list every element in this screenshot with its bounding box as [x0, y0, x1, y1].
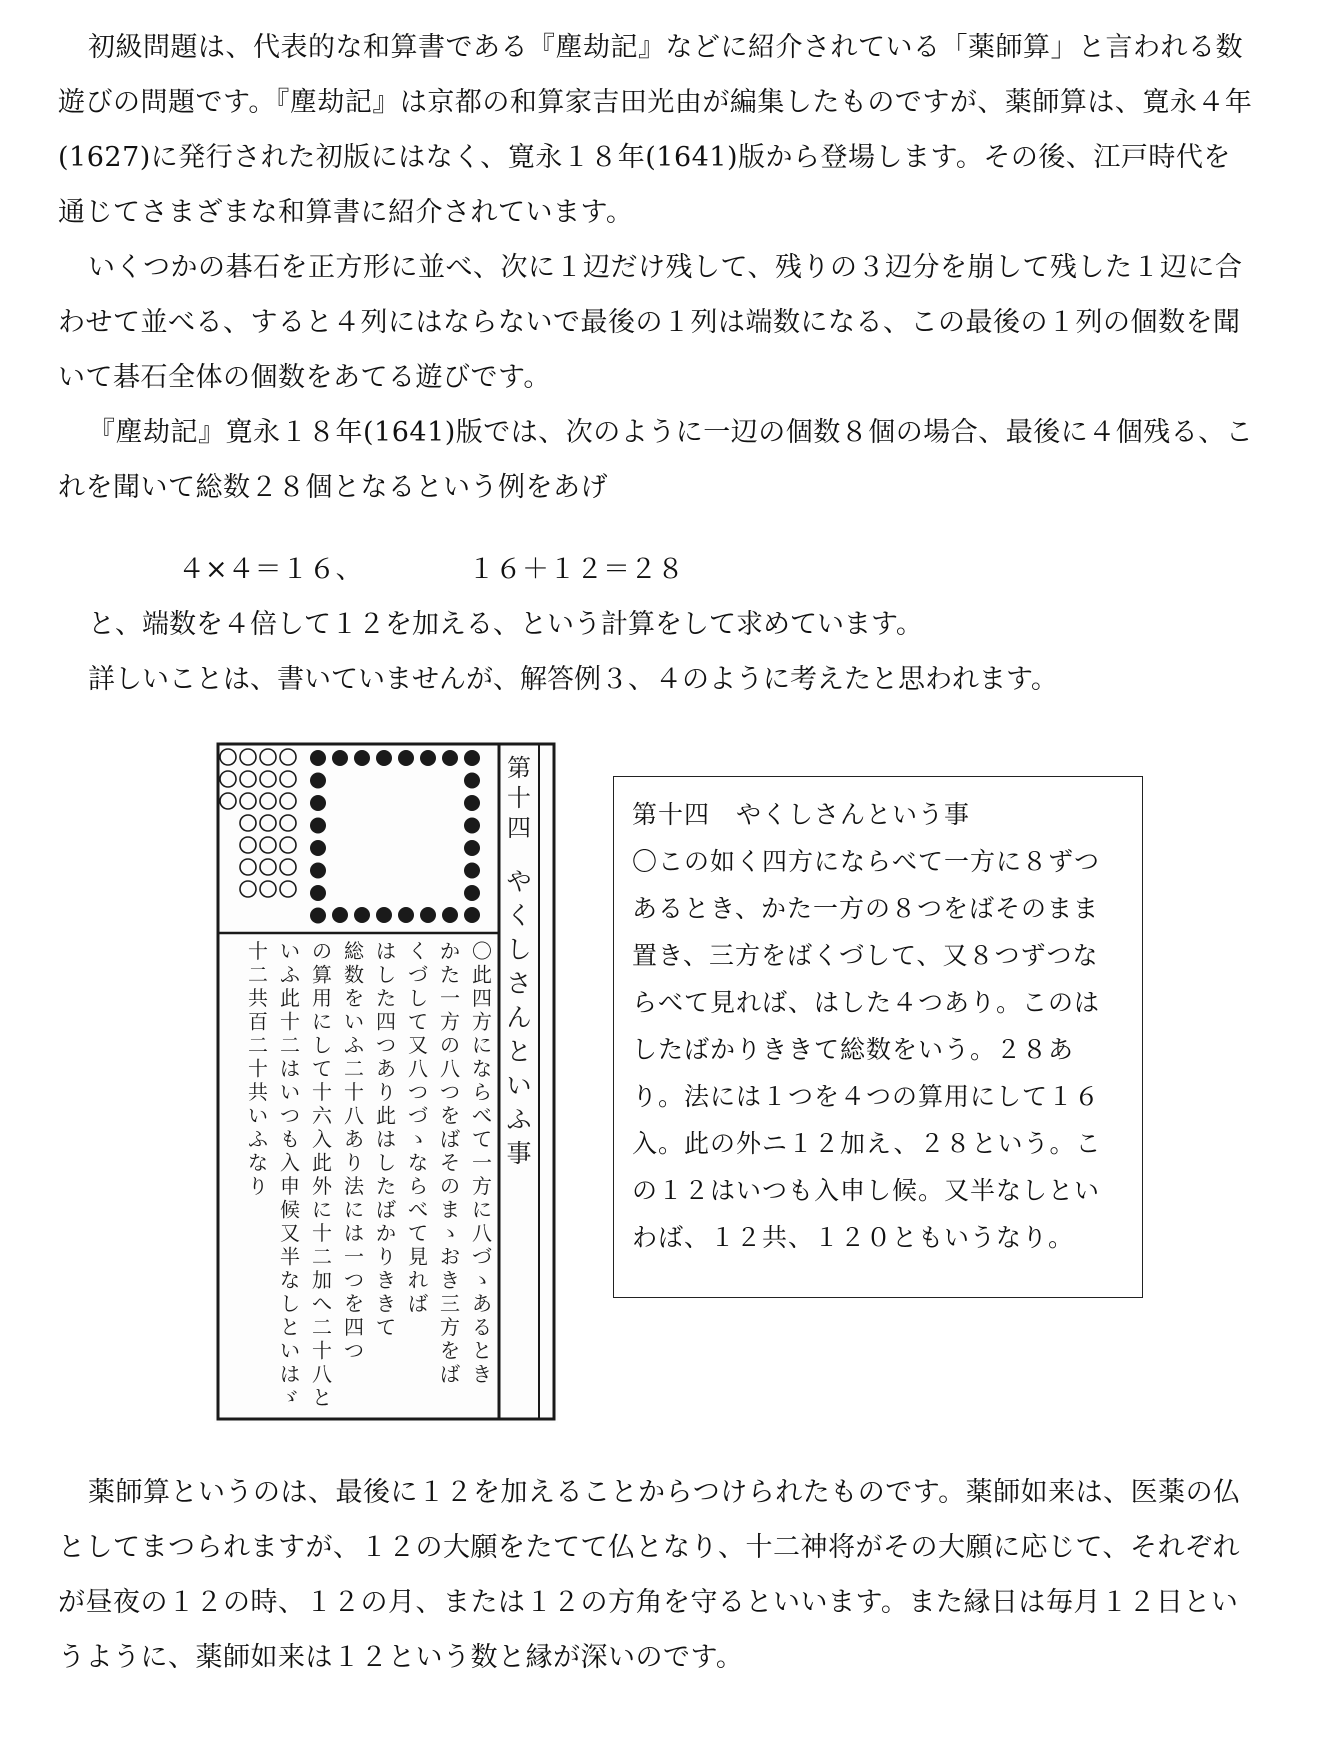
- example-paragraph: [58, 405, 1258, 515]
- filled-stone: [376, 750, 392, 766]
- filled-stone: [442, 907, 458, 923]
- filled-stone: [442, 750, 458, 766]
- scan-heading-column: やくしさんといふ事: [506, 867, 532, 1168]
- filled-stone: [310, 840, 326, 856]
- filled-stone: [354, 907, 370, 923]
- example-text: 『塵劫記』寛永１８年(1641)版では、次のように一辺の個数８個の場合、最後に４個残る、これを聞いて総数２８個となるという例をあげ: [58, 417, 1254, 503]
- filled-stone: [398, 750, 414, 766]
- filled-stone: [310, 863, 326, 879]
- scan-drawing: [214, 740, 558, 1423]
- filled-stone: [420, 907, 436, 923]
- reasoning-note: 詳しいことは、書いていませんが、解答例３、４のように考えたと思われます。: [88, 664, 1058, 695]
- filled-stone: [310, 795, 326, 811]
- intro-text: 初級問題は、代表的な和算書である『塵劫記』などに紹介されている「薬師算」と言われる数遊びの問題です。『塵劫記』は京都の和算家吉田光由が編集したものですが、薬師算は、寛永４年(1627)に発行された初版にはなく、寛永１８年(1641)版から登場します。その後、江戸時代を通じてさまざまな和算書に紹介されています。: [58, 32, 1253, 228]
- scan-text-column: 〇此四方にならべて一方に八づゝあるとき: [472, 939, 492, 1386]
- filled-stone: [310, 885, 326, 901]
- translation-body: 〇この如く四方にならべて一方に８ずつあるとき、かた一方の８つをばそのまま置き、三方をばくづして、又８つずつならべて見れば、はした４つあり。このはしたばかりききて総数をいう。２８あり。法には１つを４つの算用にして１６入。此の外ニ１２加え、２８という。この１２はいつも入申し候。又半なしといわば、１２共、１２０ともいうなり。: [632, 847, 1102, 1252]
- filled-stone: [310, 818, 326, 834]
- filled-stone: [464, 750, 480, 766]
- filled-stone: [464, 773, 480, 789]
- filled-stone: [398, 907, 414, 923]
- filled-stone: [376, 907, 392, 923]
- scan-text-column: かた一方の八つをばそのまゝおき三方をば: [440, 939, 460, 1386]
- calculation-explanation: と、端数を４倍して１２を加える、という計算をして求めています。: [88, 609, 923, 640]
- translation-title: 第十四 やくしさんという事: [632, 800, 971, 829]
- filled-stone: [464, 818, 480, 834]
- filled-stone: [464, 907, 480, 923]
- filled-stone: [310, 908, 326, 924]
- filled-stone: [310, 750, 326, 766]
- scan-title-column: 第十四: [507, 754, 531, 842]
- game-description-text: いくつかの碁石を正方形に並べ、次に１辺だけ残して、残りの３辺分を崩して残した１辺に合わせて並べる、すると４列にはならないで最後の１列は端数になる、この最後の１列の個数を聞いて碁石全体の個数をあてる遊びです。: [58, 252, 1243, 393]
- filled-stone: [464, 885, 480, 901]
- yakushi-origin-paragraph: [58, 1465, 1258, 1685]
- formula-multiply: ４×４＝１６、: [178, 554, 363, 585]
- yakushi-origin-text: 薬師算というのは、最後に１２を加えることからつけられたものです。薬師如来は、医薬の仏としてまつられますが、１２の大願をたてて仏となり、十二神将がその大願に応じて、それぞれが昼夜の１２の時、１２の月、または１２の方角を守るといいます。また縁日は毎月１２日というように、薬師如来は１２という数と縁が深いのです。: [58, 1477, 1241, 1673]
- filled-stone: [332, 907, 348, 923]
- jinkoki-scan-image: [214, 740, 558, 1423]
- scan-text-column: 総数をいふ二十八あり法には一つを四つ: [344, 939, 364, 1363]
- filled-stone: [464, 795, 480, 811]
- scan-text-column: はした四つあり此はしたばかりききて: [376, 939, 396, 1339]
- translation-box: [613, 776, 1143, 1298]
- filled-stone: [464, 840, 480, 856]
- filled-stone: [354, 750, 370, 766]
- intro-paragraph: [58, 20, 1258, 240]
- formula-add: １６＋１２＝２８: [468, 554, 684, 585]
- filled-stone: [420, 750, 436, 766]
- filled-stone: [310, 773, 326, 789]
- scan-text-column: くづして又八つづゝならべて見れば: [408, 939, 428, 1316]
- scan-text-column: 十二共百二十共いふなり: [248, 939, 268, 1198]
- scan-text-column: いふ此十二はいつも入申候又半なしといはゞ: [280, 939, 300, 1410]
- scan-text-column: の算用にして十六入此外に十二加へ二十八と: [312, 939, 332, 1410]
- game-description-paragraph: [58, 240, 1258, 405]
- filled-stone: [464, 863, 480, 879]
- filled-stone: [332, 750, 348, 766]
